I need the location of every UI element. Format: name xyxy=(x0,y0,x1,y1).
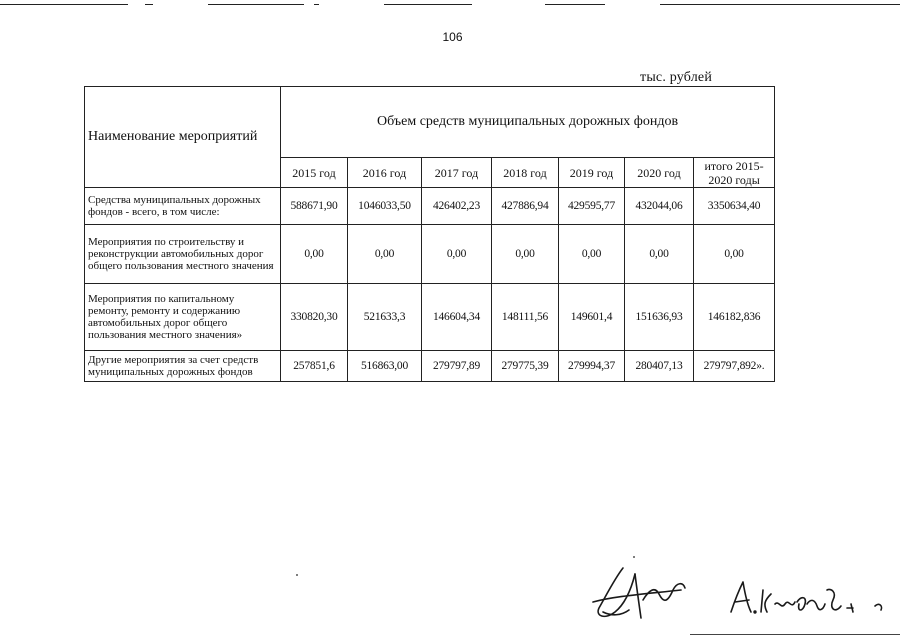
value-cell: 0,00 xyxy=(348,225,422,284)
table-row xyxy=(85,284,775,351)
scan-edge-rule xyxy=(0,4,128,5)
value-cell: 0,00 xyxy=(281,225,348,284)
value-cell: 516863,00 xyxy=(348,351,422,382)
total-cell: 279797,892». xyxy=(694,351,775,382)
total-cell: 3350634,40 xyxy=(694,188,775,225)
unit-label: тыс. рублей xyxy=(640,70,713,85)
funds-table xyxy=(84,86,775,382)
total-header: итого 2015-2020 годы xyxy=(694,158,775,188)
value-cell: 426402,23 xyxy=(422,188,492,225)
column-header-funds: Объем средств муниципальных дорожных фондов xyxy=(281,87,775,158)
value-cell: 279797,89 xyxy=(422,351,492,382)
table-row xyxy=(85,351,775,382)
value-cell: 280407,13 xyxy=(625,351,694,382)
year-header: 2016 год xyxy=(348,158,422,188)
scan-speck xyxy=(296,574,298,576)
year-header: 2018 год xyxy=(492,158,559,188)
scan-edge-rule xyxy=(384,4,472,5)
row-label: Мероприятия по капитальному ремонту, ремонту и содержанию автомобильных дорог общего пользования местного значения» xyxy=(85,284,281,351)
value-cell: 0,00 xyxy=(422,225,492,284)
value-cell: 588671,90 xyxy=(281,188,348,225)
value-cell: 330820,30 xyxy=(281,284,348,351)
table-header-row xyxy=(85,87,775,158)
table-row xyxy=(85,188,775,225)
value-cell: 0,00 xyxy=(492,225,559,284)
value-cell: 427886,94 xyxy=(492,188,559,225)
value-cell: 279775,39 xyxy=(492,351,559,382)
column-header-name: Наименование мероприятий xyxy=(85,87,281,188)
value-cell: 146604,34 xyxy=(422,284,492,351)
value-cell: 432044,06 xyxy=(625,188,694,225)
scan-edge-rule xyxy=(208,4,304,5)
row-label: Мероприятия по строительству и реконструкции автомобильных дорог общего пользования местного значения xyxy=(85,225,281,284)
row-label: Другие мероприятия за счет средств муниципальных дорожных фондов xyxy=(85,351,281,382)
total-cell: 146182,836 xyxy=(694,284,775,351)
total-cell: 0,00 xyxy=(694,225,775,284)
year-header: 2017 год xyxy=(422,158,492,188)
year-header: 2015 год xyxy=(281,158,348,188)
row-label: Средства муниципальных дорожных фондов - всего, в том числе: xyxy=(85,188,281,225)
scan-edge-rule xyxy=(545,4,605,5)
scan-edge-rule xyxy=(314,4,319,5)
scan-edge-rule xyxy=(145,4,153,5)
handwritten-signature xyxy=(585,560,895,632)
scan-edge-rule xyxy=(660,4,900,5)
value-cell: 148111,56 xyxy=(492,284,559,351)
value-cell: 429595,77 xyxy=(559,188,625,225)
scan-speck xyxy=(633,556,635,558)
page-number: 106 xyxy=(442,30,463,44)
value-cell: 151636,93 xyxy=(625,284,694,351)
value-cell: 1046033,50 xyxy=(348,188,422,225)
year-header: 2020 год xyxy=(625,158,694,188)
value-cell: 521633,3 xyxy=(348,284,422,351)
value-cell: 149601,4 xyxy=(559,284,625,351)
value-cell: 257851,6 xyxy=(281,351,348,382)
value-cell: 279994,37 xyxy=(559,351,625,382)
table-row xyxy=(85,225,775,284)
year-header: 2019 год xyxy=(559,158,625,188)
value-cell: 0,00 xyxy=(559,225,625,284)
value-cell: 0,00 xyxy=(625,225,694,284)
scan-edge-rule xyxy=(690,634,900,635)
